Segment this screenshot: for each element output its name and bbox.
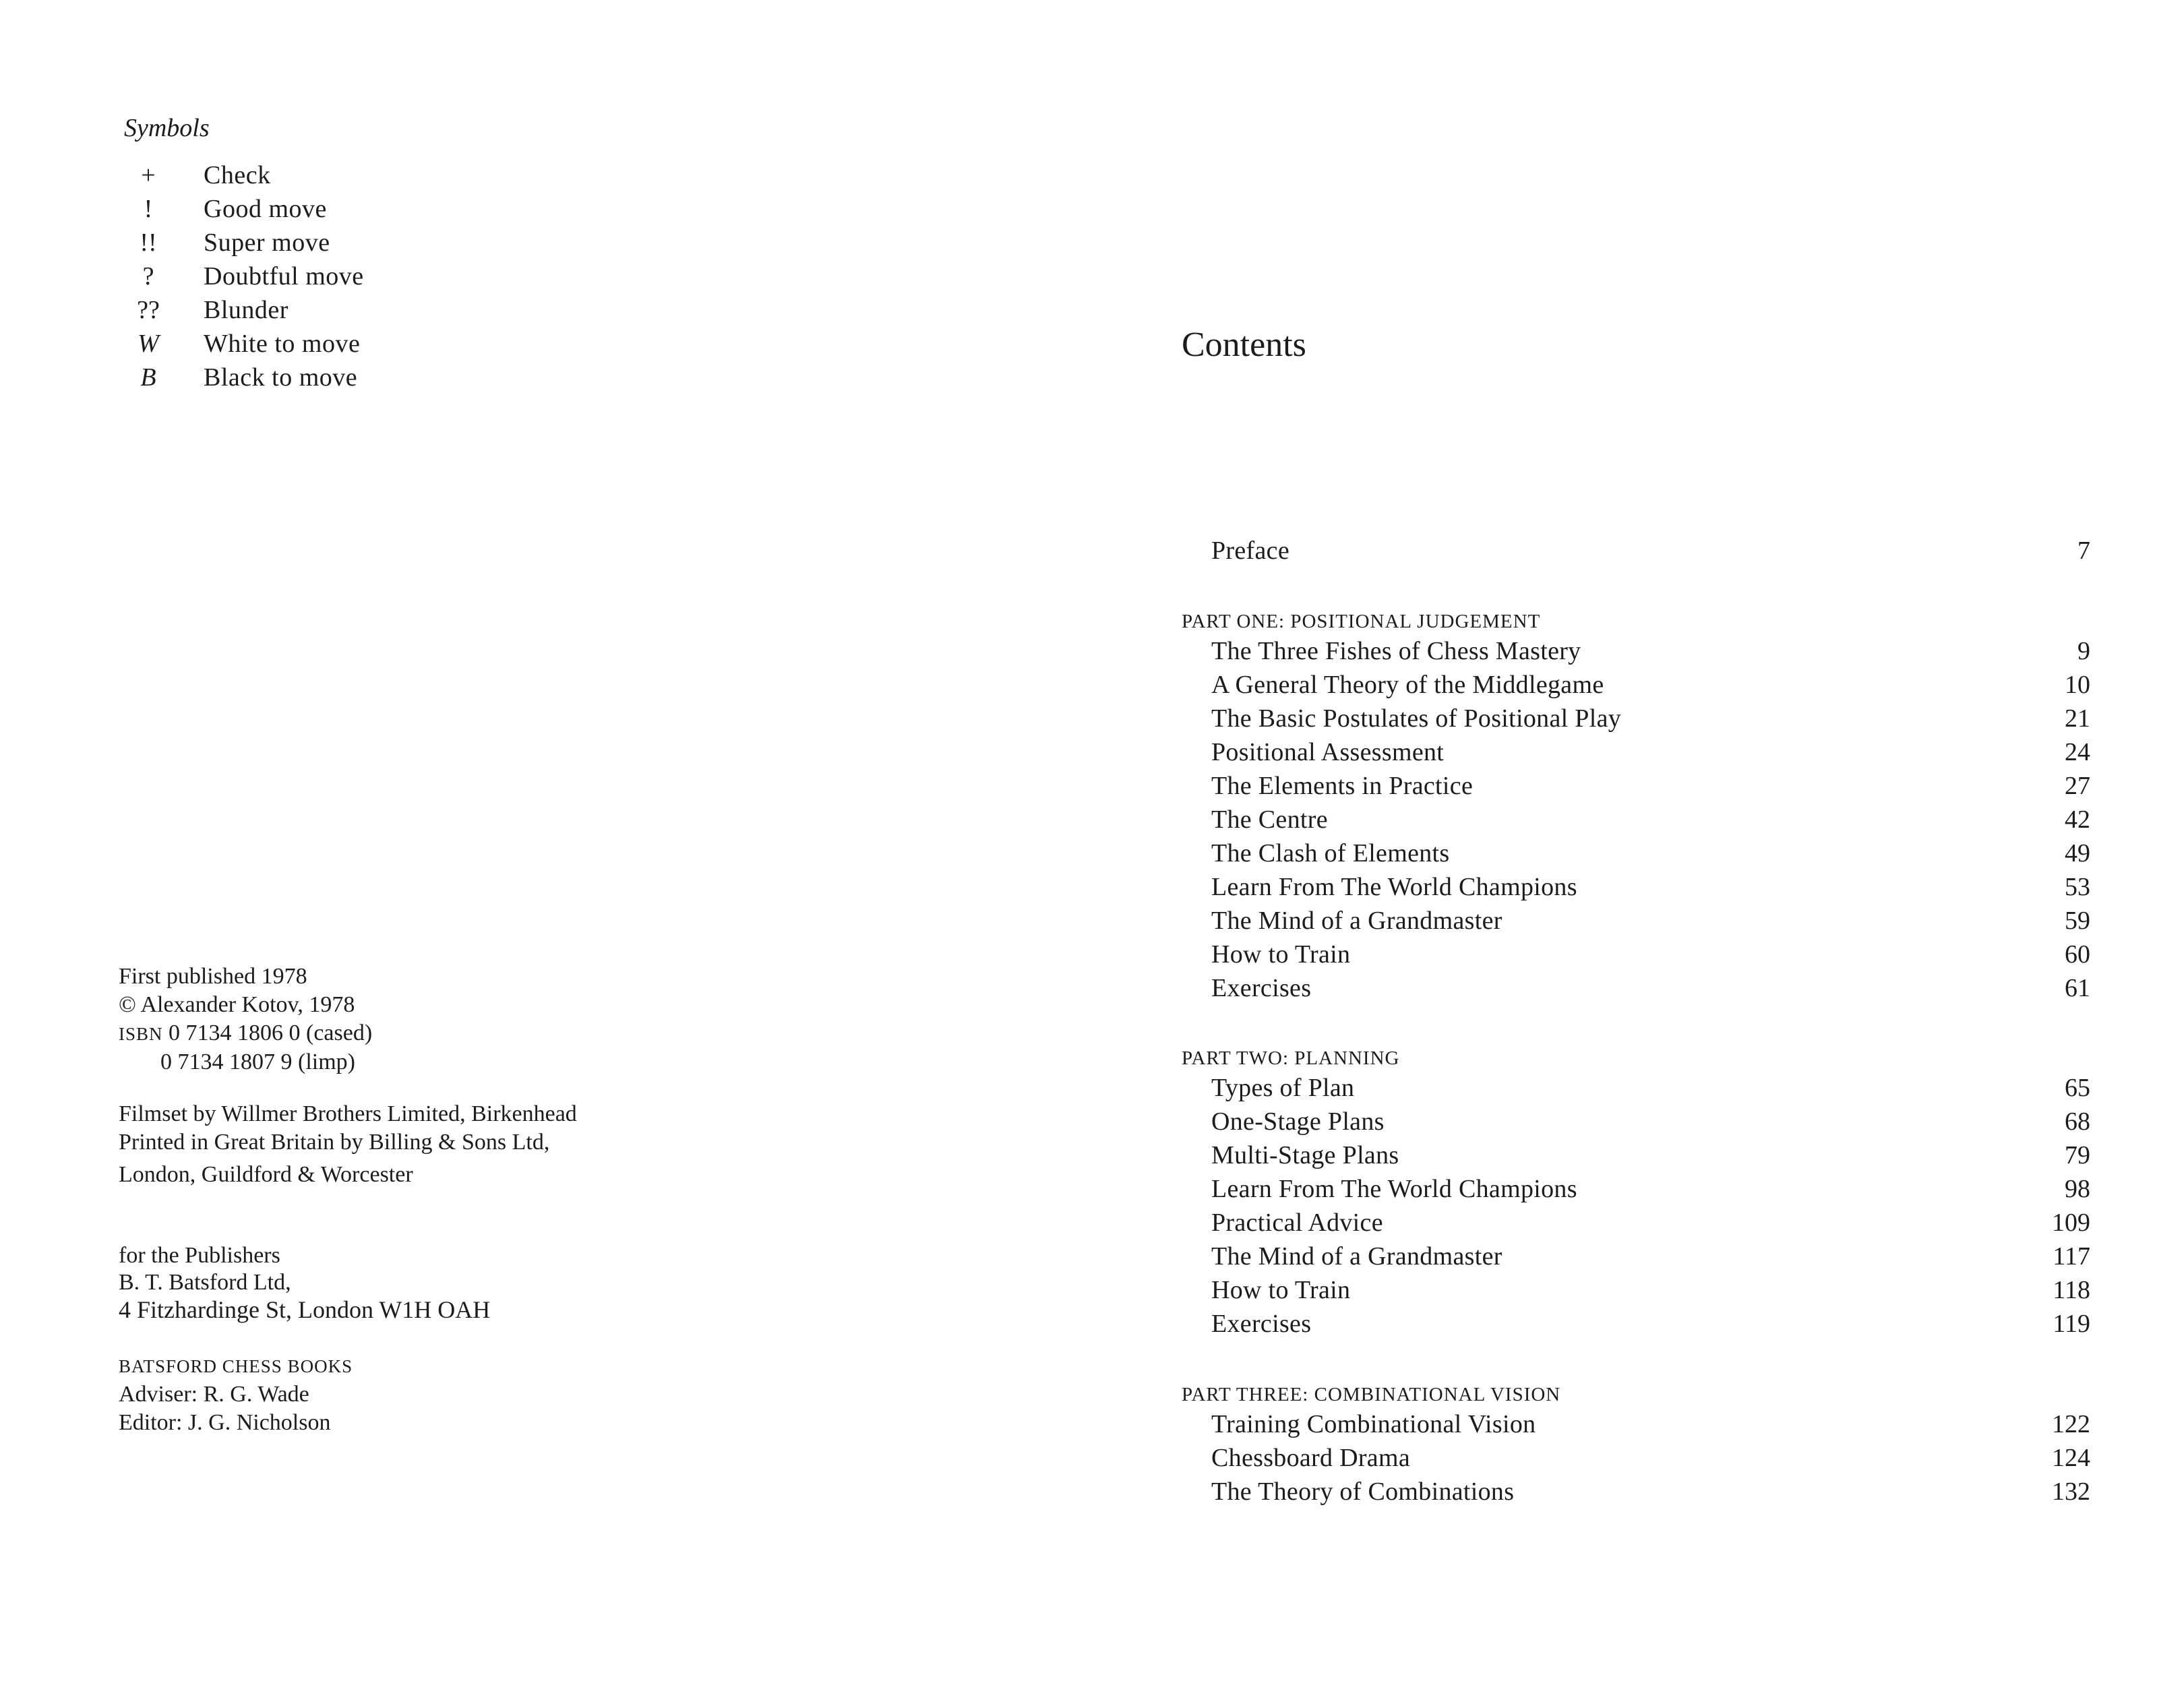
toc-preface [1182,536,2157,570]
toc-entry-page: 59 [2065,907,2090,935]
publisher-address: 4 Fitzhardinge St, London W1H OAH [119,1296,491,1323]
toc-entry-title: Practical Advice [1211,1209,1383,1237]
symbol-glyph: B [140,363,156,392]
toc-entry-title: Preface [1211,537,1290,565]
left-page [0,0,1078,1708]
series-info [119,1352,353,1437]
toc-entry-title: How to Train [1211,940,1351,969]
toc-entry-page: 10 [2065,671,2090,699]
toc-entry-title: Multi-Stage Plans [1211,1141,1399,1169]
part-heading: PART THREE: COMBINATIONAL VISION [1182,1384,1561,1405]
printer-info [119,1100,577,1189]
symbol-label: Super move [204,228,330,257]
toc-entry [1182,536,2157,570]
toc-entry-page: 118 [2053,1276,2090,1304]
toc-entry-title: The Theory of Combinations [1211,1477,1515,1506]
toc-entry-page: 49 [2065,839,2090,867]
symbol-row [121,329,364,363]
toc-entry-title: Training Combinational Vision [1211,1410,1536,1438]
toc-entry-page: 122 [2052,1410,2090,1438]
toc-entry [1182,1443,2157,1477]
toc-entry-page: 61 [2065,974,2090,1002]
toc-entry-title: Learn From The World Champions [1211,873,1577,901]
toc-entry-title: The Basic Postulates of Positional Play [1211,704,1622,733]
symbol-label: White to move [204,330,361,358]
publisher-info [119,1242,490,1323]
symbol-row [121,363,364,396]
toc-entry-page: 7 [2077,537,2090,565]
printed-line-1: Printed in Great Britain by Billing & Sons Ltd, [119,1130,550,1155]
toc-entry-title: Exercises [1211,974,1312,1002]
symbol-label: Good move [204,195,327,223]
toc-entry [1182,1409,2157,1443]
toc-entry-title: Types of Plan [1211,1074,1355,1102]
toc-part-one [1182,607,2157,1007]
part-heading: PART TWO: PLANNING [1182,1047,1400,1069]
symbols-list [121,160,364,396]
toc-entry-title: One-Stage Plans [1211,1107,1385,1136]
toc-entry-title: Positional Assessment [1211,738,1445,766]
for-publishers: for the Publishers [119,1243,280,1268]
copyright-line: © Alexander Kotov, 1978 [119,992,355,1017]
toc-entry-title: Learn From The World Champions [1211,1175,1577,1203]
symbol-glyph: ? [142,262,154,291]
right-page [1078,0,2157,1708]
toc-part-three [1182,1380,2157,1511]
symbol-row [121,295,364,329]
printed-line-2: London, Guildford & Worcester [119,1162,413,1187]
symbols-heading: Symbols [124,114,210,142]
toc-entry-page: 27 [2065,772,2090,800]
part-heading: PART ONE: POSITIONAL JUDGEMENT [1182,611,1541,632]
adviser-line: Adviser: R. G. Wade [119,1382,309,1407]
symbol-row [121,194,364,228]
symbol-label: Doubtful move [204,262,364,291]
toc-entry-title: The Elements in Practice [1211,772,1474,800]
symbol-label: Check [204,161,271,189]
series-name: BATSFORD CHESS BOOKS [119,1356,353,1376]
toc-entry [1182,838,2157,872]
toc-entry-page: 119 [2053,1310,2090,1338]
toc-entry [1182,1073,2157,1107]
toc-entry [1182,1309,2157,1343]
toc-entry-page: 132 [2052,1477,2090,1506]
toc-entry-page: 124 [2052,1444,2090,1472]
toc-entry-title: The Three Fishes of Chess Mastery [1211,637,1581,665]
editor-line: Editor: J. G. Nicholson [119,1410,331,1435]
symbol-row [121,160,364,194]
toc-entry-page: 60 [2065,940,2090,969]
toc-entry [1182,872,2157,906]
toc-entry-page: 21 [2065,704,2090,733]
toc-entry-title: The Centre [1211,805,1328,834]
toc-entry-title: Chessboard Drama [1211,1444,1410,1472]
filmset-line: Filmset by Willmer Brothers Limited, Birkenhead [119,1101,577,1126]
publisher-name: B. T. Batsford Ltd, [119,1270,291,1295]
toc-entry-title: Exercises [1211,1310,1312,1338]
toc-entry [1182,636,2157,670]
toc-entry [1182,1242,2157,1275]
toc-entry-title: The Clash of Elements [1211,839,1450,867]
toc-entry-page: 98 [2065,1175,2090,1203]
toc-entry-page: 9 [2077,637,2090,665]
toc-entry-page: 117 [2053,1242,2090,1271]
toc-entry [1182,973,2157,1007]
toc-entry [1182,771,2157,805]
toc-entry-page: 53 [2065,873,2090,901]
toc-entry [1182,906,2157,940]
toc-entry-page: 42 [2065,805,2090,834]
toc-entry-title: The Mind of a Grandmaster [1211,1242,1502,1271]
toc-entry [1182,704,2157,737]
isbn-cased [119,1019,372,1048]
toc-entry [1182,1107,2157,1140]
toc-entry [1182,737,2157,771]
toc-entry-page: 24 [2065,738,2090,766]
symbol-row [121,228,364,262]
toc-entry-page: 68 [2065,1107,2090,1136]
toc-entry [1182,1208,2157,1242]
toc-entry-page: 109 [2052,1209,2090,1237]
toc-part-two [1182,1043,2157,1343]
contents-heading: Contents [1182,326,1306,364]
toc-entry-title: How to Train [1211,1276,1351,1304]
toc-entry-title: The Mind of a Grandmaster [1211,907,1502,935]
first-published: First published 1978 [119,964,307,989]
symbol-glyph: + [141,161,156,189]
symbol-row [121,262,364,295]
symbol-glyph: !! [140,228,157,257]
publication-info [119,963,372,1076]
symbol-label: Black to move [204,363,358,392]
toc-entry [1182,805,2157,838]
toc-entry [1182,670,2157,704]
toc-entry [1182,940,2157,973]
toc-entry [1182,1174,2157,1208]
symbol-glyph: ! [144,195,153,223]
toc-entry [1182,1140,2157,1174]
symbol-glyph: W [138,330,159,358]
symbol-label: Blunder [204,296,288,324]
isbn-label: ISBN [119,1024,163,1044]
isbn-cased-value: 0 7134 1806 0 (cased) [169,1020,373,1045]
toc-entry-title: A General Theory of the Middlegame [1211,671,1604,699]
toc-entry-page: 79 [2065,1141,2090,1169]
toc-entry [1182,1275,2157,1309]
toc-entry-page: 65 [2065,1074,2090,1102]
symbol-glyph: ?? [137,296,160,324]
toc-entry [1182,1477,2157,1511]
isbn-limp: 0 7134 1807 9 (limp) [160,1049,355,1074]
